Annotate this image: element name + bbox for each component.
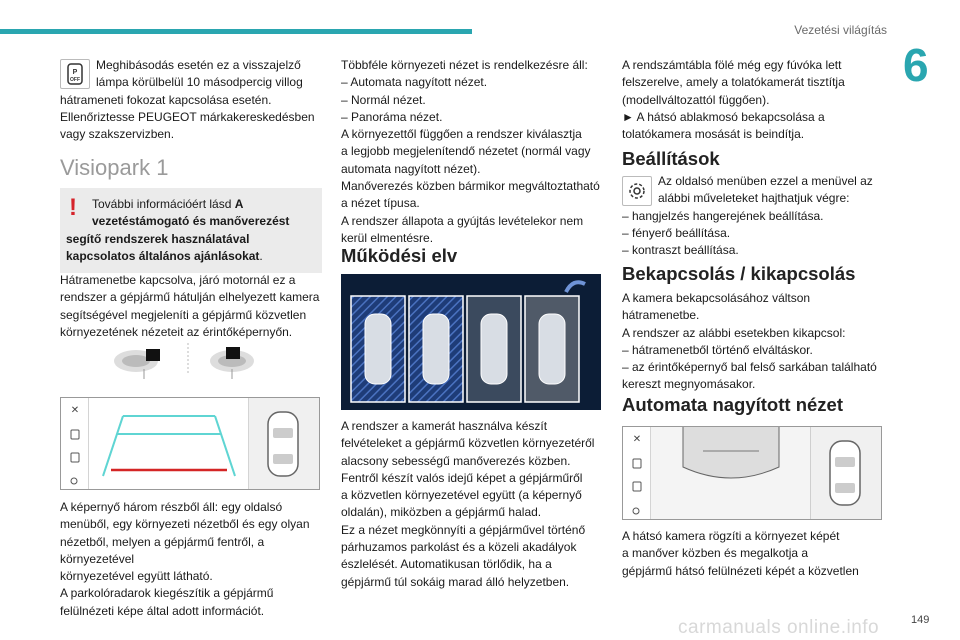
text-line: rendszer a gépjármű hátulján elhelyezett kamera <box>60 290 320 305</box>
watermark: carmanuals online.info <box>678 617 880 638</box>
text-line: oldalán), miközben a gépjármű halad. <box>341 505 542 520</box>
text-line: segítségével megjeleníti a gépjármű közvetlen <box>60 307 307 322</box>
text-line: A parkolóradarok kiegészítik a gépjármű <box>60 586 274 601</box>
text-line: A képernyő három részből áll: egy oldalsó <box>60 500 283 514</box>
intro-line: vagy szakszervizben. <box>60 127 175 142</box>
text-line: A rendszer az alábbi esetekben kikapcsol: <box>622 325 846 340</box>
section-title: Vezetési világítás <box>794 23 887 37</box>
note-link: segítő rendszerek használatával <box>66 231 250 246</box>
text-line: ► A hátsó ablakmosó bekapcsolása a <box>622 109 825 124</box>
text-line: kereszt megnyomásakor. <box>622 377 756 392</box>
list-item: – hangjelzés hangerejének beállítása. <box>622 208 824 223</box>
text-line: A rendszer állapota a gyújtás levételekor nem <box>341 213 584 228</box>
text-line: Fentről készít valós idejű képet a gépjárműről <box>341 470 583 485</box>
header-accent-bar <box>0 29 472 34</box>
parking-sequence-illustration <box>341 274 601 410</box>
text-line: párhuzamos parkolást és a közeli akadályok <box>341 540 577 555</box>
gear-icon <box>622 176 652 206</box>
list-item: – Normál nézet. <box>341 92 426 107</box>
note-text: További információért lásd <box>92 197 235 211</box>
text-line: automata nagyított nézet). <box>341 161 481 176</box>
text-line: A hátsó kamera rögzíti a környezet képét <box>622 529 840 543</box>
section-heading-working-principle: Működési elv <box>341 245 458 266</box>
text-line: (modellváltozattól függően). <box>622 92 770 107</box>
section-heading-auto-zoom: Automata nagyított nézet <box>622 394 843 415</box>
paragraph <box>60 499 330 620</box>
text-line: környezetének nézeteit az érintőképernyőn. <box>60 324 293 339</box>
note-text: . <box>259 248 263 263</box>
list-item: – Automata nagyított nézet. <box>341 75 488 90</box>
intro-line: Meghibásodás esetén ez a visszajelző <box>96 58 301 72</box>
text-line: környezetével együtt látható. <box>60 569 213 584</box>
camera-screen-illustration <box>60 397 320 490</box>
park-assist-off-icon <box>60 59 90 89</box>
text-line: gépjármű hátsó felülnézeti képét a közvetlen <box>622 563 859 578</box>
note-link: A <box>234 197 244 211</box>
text-line: a legjobb megjelenítendő nézetet (normál vagy <box>341 144 591 159</box>
intro-line: Ellenőriztesse PEUGEOT márkakereskedésben <box>60 109 315 124</box>
section-heading-settings: Beállítások <box>622 148 720 169</box>
text-line: gépjármű túl sokáig marad álló helyzetben. <box>341 574 570 589</box>
svg-text:✕: ✕ <box>70 405 80 416</box>
paragraph <box>622 528 888 580</box>
paragraph <box>622 290 888 394</box>
svg-text:P: P <box>72 69 78 76</box>
text-line: hátramenetbe. <box>622 308 700 323</box>
intro-line: lámpa körülbelül 10 másodpercig villog <box>96 75 303 90</box>
chapter-number: 6 <box>903 39 929 91</box>
list-item: – hátramenetből történő elváltáskor. <box>622 342 813 357</box>
paragraph <box>341 418 607 591</box>
note-box <box>60 188 322 273</box>
list-item: – Panoráma nézet. <box>341 109 443 124</box>
text-line: a manőver közben és megalkotja a <box>622 546 809 561</box>
text-line: a nézet típusa. <box>341 196 420 211</box>
settings-block <box>622 173 888 259</box>
text-line: alábbi műveleteket hajthatjuk végre: <box>658 191 850 206</box>
paragraph <box>341 57 607 247</box>
text-line: A környezettől függően a rendszer kiválasztja <box>341 127 582 142</box>
page-number: 149 <box>911 614 930 626</box>
text-line: Hátramenetbe kapcsolva, járó motornál ez a <box>60 273 296 287</box>
section-heading-on-off: Bekapcsolás / kikapcsolás <box>622 263 856 284</box>
paragraph <box>60 272 326 341</box>
warning-block <box>60 57 322 143</box>
text-line: Manőverezés közben bármikor megváltoztatható <box>341 179 600 194</box>
text-line: észlelését. Automatikusan törlődik, ha a <box>341 557 552 572</box>
text-line: felülnézeti képe által adott információt. <box>60 603 265 618</box>
text-line: nézetből, melyen a gépjármű fentről, a környezetével <box>60 534 265 566</box>
text-line: A rendszer a kamerát használva készít <box>341 419 548 433</box>
svg-text:OFF: OFF <box>70 77 80 83</box>
text-line: A kamera bekapcsolásához váltson <box>622 291 811 305</box>
exclamation-icon: ! <box>69 194 77 221</box>
svg-text:✕: ✕ <box>632 434 642 445</box>
zoom-view-illustration <box>622 426 882 520</box>
text-line: a közvetlen környezetével együtt (a képernyő <box>341 488 582 503</box>
text-line: Az oldalsó menüben ezzel a menüvel az <box>658 174 873 188</box>
list-item: – kontraszt beállítása. <box>622 243 739 258</box>
list-item: – fényerő beállítása. <box>622 225 731 240</box>
text-line: tolatókamera mosását is beindítja. <box>622 127 805 142</box>
note-link: kapcsolatos általános ajánlásokat <box>66 248 260 263</box>
text-line: menüből, egy környezeti nézetből és egy olyan <box>60 517 310 532</box>
text-line: A rendszámtábla fölé még egy fúvóka lett <box>622 58 842 72</box>
gear-lever-illustration <box>108 341 278 386</box>
section-heading-visiopark: Visiopark 1 <box>60 155 169 180</box>
list-item: – az érintőképernyő bal felső sarkában található <box>622 360 877 375</box>
text-line: alacsony sebességű manőverezés közben. <box>341 453 571 468</box>
text-line: Ez a nézet megkönnyíti a gépjárművel történő <box>341 522 586 537</box>
paragraph <box>622 57 888 143</box>
text-line: kerül elmentésre. <box>341 230 434 245</box>
text-line: felvételeket a gépjármű közvetlen környezetéről <box>341 436 595 451</box>
text-line: Többféle környezeti nézet is rendelkezésre áll: <box>341 58 588 72</box>
text-line: felszerelve, amely a tolatókamerát tisztítja <box>622 75 845 90</box>
intro-line: hátrameneti fokozat kapcsolása esetén. <box>60 92 272 107</box>
note-link: vezetéstámogató és manőverezést <box>92 214 290 229</box>
